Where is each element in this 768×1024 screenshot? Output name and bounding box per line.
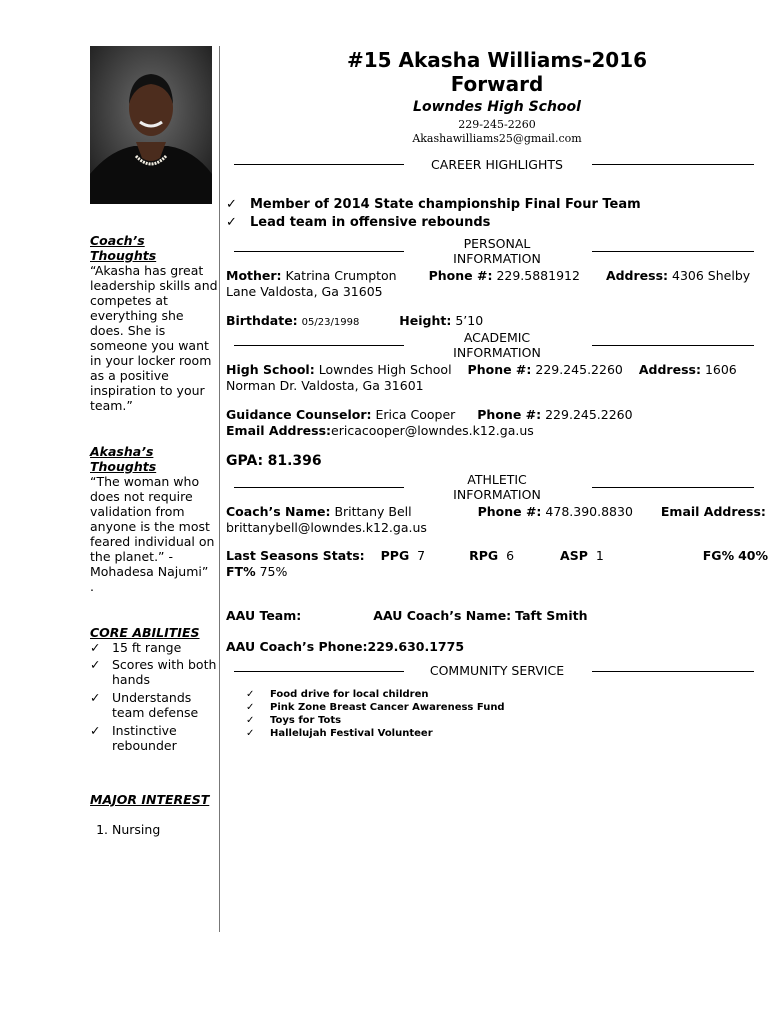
page-title (226, 48, 768, 96)
major-interest (90, 792, 218, 837)
community-service-list (246, 688, 505, 740)
check-icon: ✓ (226, 215, 237, 230)
career-highlights-list (226, 196, 768, 232)
akasha-quote: “The woman who does not require validation from anyone is the most feared individual on the planet.” -Mohadesa Najumi” (90, 474, 215, 579)
header-phone: 229-245-2260 (458, 118, 536, 131)
column-divider (219, 46, 220, 932)
portrait-image (90, 46, 212, 204)
list-item: ✓ Understands team defense (90, 690, 199, 720)
section-personal: PERSONAL INFORMATION (226, 236, 768, 266)
akasha-thoughts (90, 444, 218, 594)
athletic-coach-row: Coach’s Name: Brittany Bell Phone #: 478.390.8830 Email Address: brittanybell@lowndes.k12.ga.us (226, 504, 766, 535)
divider-line (592, 671, 754, 672)
school-name: Lowndes High School (413, 99, 581, 115)
list-item: ✓ Toys for Tots (246, 715, 342, 726)
core-abilities-list (90, 640, 218, 753)
check-icon: ✓ (90, 657, 101, 672)
personal-birth-row: Birthdate: 05/23/1998 Height: 5’10 (226, 313, 484, 328)
major-interest-heading: MAJOR INTEREST (90, 792, 210, 807)
athletic-stats-row: Last Seasons Stats: PPG 7 RPG 6 ASP 1 FG% 40% FT% 75% (226, 548, 768, 579)
list-item: ✓ Instinctive rebounder (90, 723, 177, 753)
list-item: ✓ Member of 2014 State championship Final Four Team (226, 197, 641, 212)
list-item: ✓ Pink Zone Breast Cancer Awareness Fund (246, 702, 505, 713)
aau-phone-row: AAU Coach’s Phone:229.630.1775 (226, 639, 465, 654)
check-icon: ✓ (246, 715, 255, 726)
major-interest-list (90, 822, 218, 837)
akasha-thoughts-heading: Akasha’s Thoughts (90, 444, 157, 474)
divider-line (592, 487, 754, 488)
header-contact (226, 118, 768, 146)
core-abilities (90, 625, 218, 753)
check-icon: ✓ (246, 689, 255, 700)
coach-thoughts (90, 233, 218, 413)
list-item: ✓ Hallelujah Festival Volunteer (246, 728, 433, 739)
player-photo (90, 46, 212, 204)
academic-school-row: High School: Lowndes High School Phone #: 229.245.2260 Address: 1606 Norman Dr. Valdosta, Ga 31601 (226, 362, 737, 393)
list-item: 1. Nursing (112, 822, 218, 837)
list-item: ✓ Food drive for local children (246, 689, 429, 700)
coach-thoughts-heading: Coach’s Thoughts (90, 233, 157, 263)
personal-mother-row: Mother: Katrina Crumpton Phone #: 229.5881912 Address: 4306 Shelby Lane Valdosta, Ga 31605 (226, 268, 751, 299)
check-icon: ✓ (90, 690, 101, 705)
divider-line (592, 345, 754, 346)
check-icon: ✓ (246, 702, 255, 713)
section-career: CAREER HIGHLIGHTS (226, 149, 768, 179)
header-email: Akashawilliams25@gmail.com (412, 132, 582, 145)
coach-quote: “Akasha has great leadership skills and competes at everything she does. She is someone you want in your locker room as a positive inspiration to your team.” (90, 263, 218, 413)
stray-dot: . (90, 579, 94, 594)
list-item: ✓ Lead team in offensive rebounds (226, 215, 491, 230)
check-icon: ✓ (226, 197, 237, 212)
academic-gpa-row: GPA: 81.396 (226, 453, 322, 469)
list-item: ✓ 15 ft range (90, 640, 182, 655)
player-position: Forward (450, 72, 544, 96)
check-icon: ✓ (90, 640, 101, 655)
aau-team-row: AAU Team: AAU Coach’s Name: Taft Smith (226, 608, 588, 623)
check-icon: ✓ (90, 723, 101, 738)
divider-line (592, 251, 754, 252)
check-icon: ✓ (246, 728, 255, 739)
divider-line (592, 164, 754, 165)
section-athletic: ATHLETIC INFORMATION (226, 472, 768, 502)
player-name: #15 Akasha Williams-2016 (346, 48, 648, 72)
section-academic: ACADEMIC INFORMATION (226, 330, 768, 360)
list-item: ✓ Scores with both hands (90, 657, 217, 687)
academic-counselor-row: Guidance Counselor: Erica Cooper Phone #: 229.245.2260 Email Address:ericacooper@lowndes.k12.ga.us (226, 407, 633, 438)
section-community: COMMUNITY SERVICE (226, 656, 768, 686)
core-abilities-heading: CORE ABILITIES (90, 625, 200, 640)
